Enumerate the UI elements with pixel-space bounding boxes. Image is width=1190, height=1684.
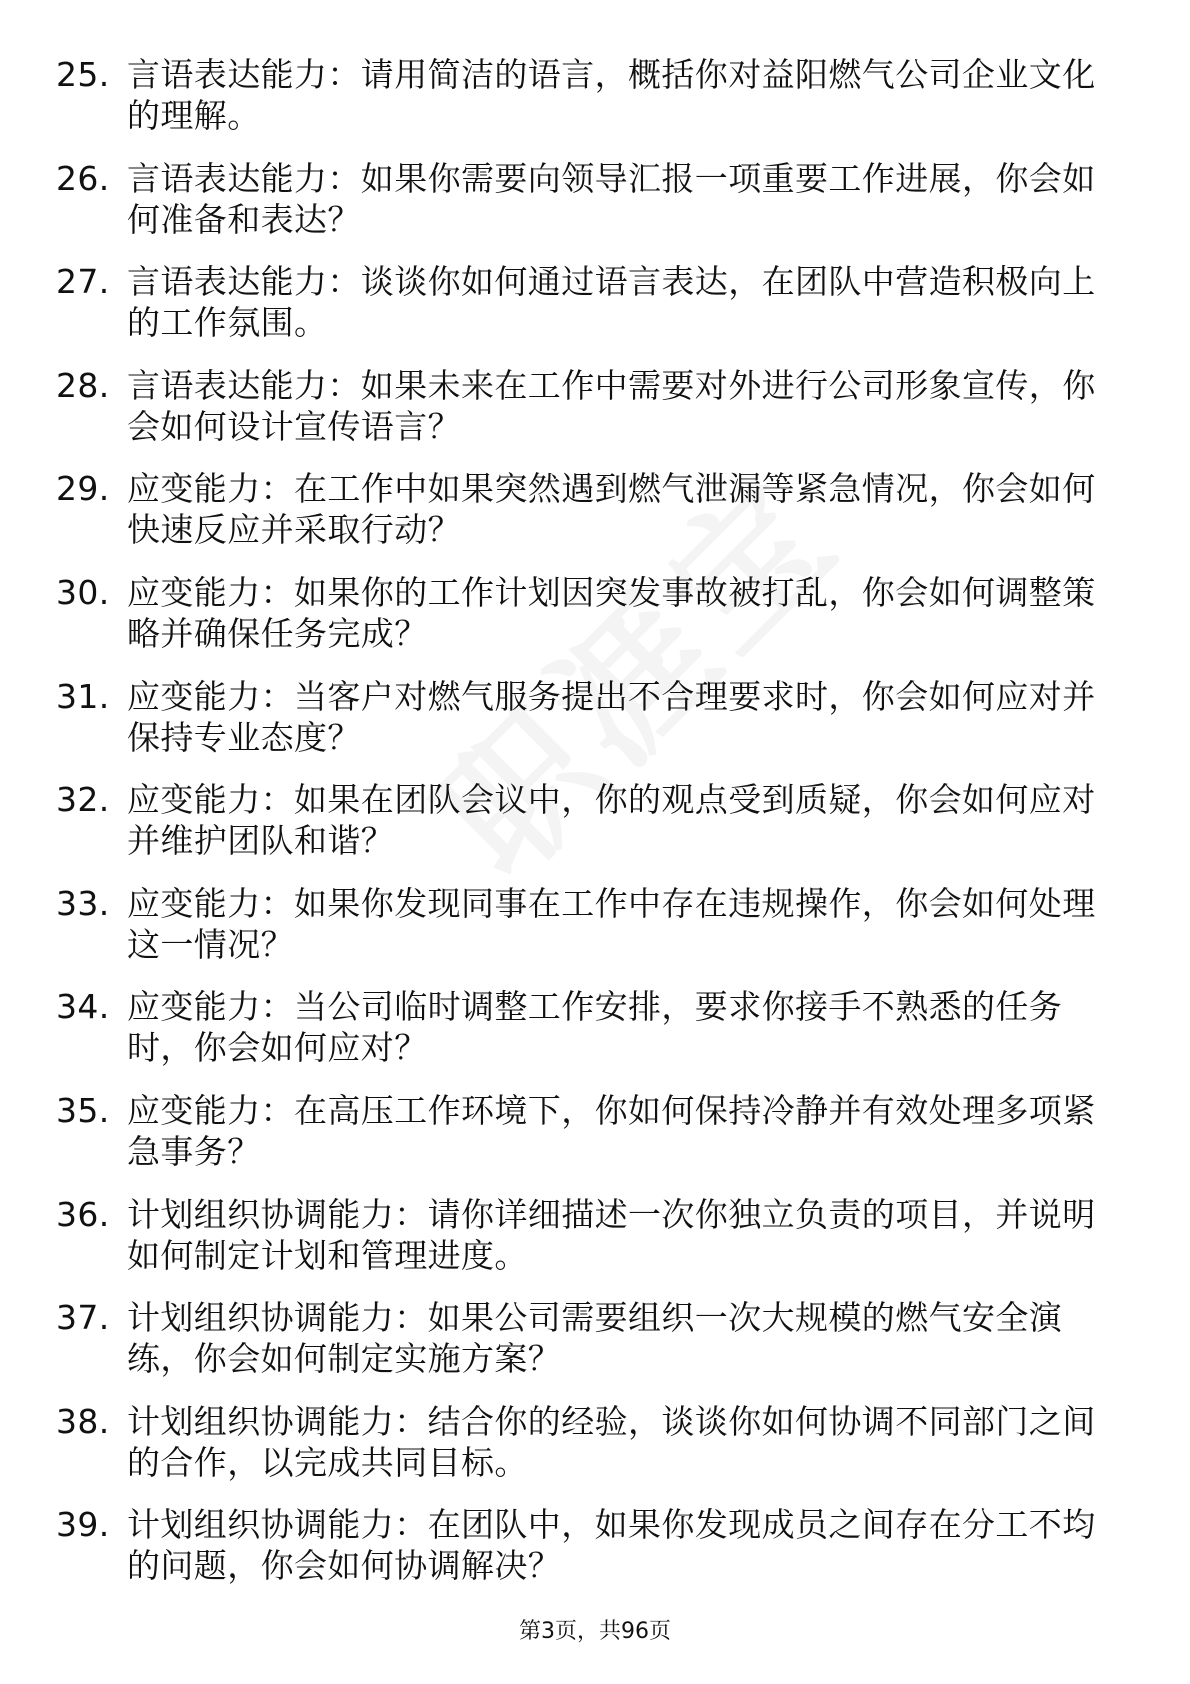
question-number: 27. — [56, 262, 110, 302]
question-number: 36. — [56, 1194, 110, 1234]
question-number: 33. — [56, 883, 110, 923]
question-item — [56, 261, 1126, 343]
question-text: 言语表达能力：如果未来在工作中需要对外进行公司形象宣传，你会如何设计宣传语言？ — [127, 365, 1096, 446]
question-list — [56, 54, 1126, 1608]
question-number: 29. — [56, 469, 110, 509]
question-item — [56, 986, 1126, 1068]
question-number: 39. — [56, 1505, 110, 1545]
question-number: 35. — [56, 1090, 110, 1130]
question-text: 应变能力：如果你发现同事在工作中存在违规操作，你会如何处理这一情况？ — [127, 883, 1096, 964]
question-item — [56, 1090, 1126, 1172]
question-number: 38. — [56, 1401, 110, 1441]
question-text: 应变能力：当客户对燃气服务提出不合理要求时，你会如何应对并保持专业态度？ — [127, 676, 1096, 757]
question-item — [56, 779, 1126, 861]
question-number: 26. — [56, 158, 110, 198]
question-item — [56, 1194, 1126, 1276]
page-footer: 第3页，共96页 — [519, 1619, 671, 1644]
question-text: 计划组织协调能力：请你详细描述一次你独立负责的项目，并说明如何制定计划和管理进度。 — [127, 1194, 1096, 1275]
question-item — [56, 572, 1126, 654]
question-item — [56, 883, 1126, 965]
question-number: 37. — [56, 1298, 110, 1338]
question-text: 言语表达能力：请用简洁的语言，概括你对益阳燃气公司企业文化的理解。 — [127, 55, 1096, 135]
question-item — [56, 1504, 1126, 1586]
question-number: 32. — [56, 780, 110, 820]
question-text: 应变能力：如果你的工作计划因突发事故被打乱，你会如何调整策略并确保任务完成？ — [127, 572, 1096, 653]
question-item — [56, 468, 1126, 550]
question-number: 28. — [56, 365, 110, 405]
question-text: 言语表达能力：谈谈你如何通过语言表达，在团队中营造积极向上的工作氛围。 — [127, 262, 1096, 343]
question-item — [56, 1297, 1126, 1379]
question-number: 30. — [56, 572, 110, 612]
question-text: 计划组织协调能力：结合你的经验，谈谈你如何协调不同部门之间的合作，以完成共同目标。 — [127, 1401, 1096, 1482]
question-text: 言语表达能力：如果你需要向领导汇报一项重要工作进展，你会如何准备和表达？ — [127, 158, 1096, 239]
question-number: 34. — [56, 987, 110, 1027]
question-number: 31. — [56, 676, 110, 716]
question-item — [56, 54, 1126, 136]
question-item — [56, 1401, 1126, 1483]
question-text: 应变能力：当公司临时调整工作安排，要求你接手不熟悉的任务时，你会如何应对？ — [127, 987, 1063, 1068]
question-item — [56, 158, 1126, 240]
question-item — [56, 365, 1126, 447]
question-text: 计划组织协调能力：如果公司需要组织一次大规模的燃气安全演练，你会如何制定实施方案？ — [127, 1298, 1063, 1379]
question-item — [56, 676, 1126, 758]
question-text: 应变能力：在工作中如果突然遇到燃气泄漏等紧急情况，你会如何快速反应并采取行动？ — [127, 469, 1096, 550]
question-text: 应变能力：在高压工作环境下，你如何保持冷静并有效处理多项紧急事务？ — [127, 1090, 1096, 1171]
question-text: 应变能力：如果在团队会议中，你的观点受到质疑，你会如何应对并维护团队和谐？ — [127, 780, 1096, 861]
question-text: 计划组织协调能力：在团队中，如果你发现成员之间存在分工不均的问题，你会如何协调解决？ — [127, 1505, 1096, 1586]
question-number: 25. — [56, 55, 110, 94]
